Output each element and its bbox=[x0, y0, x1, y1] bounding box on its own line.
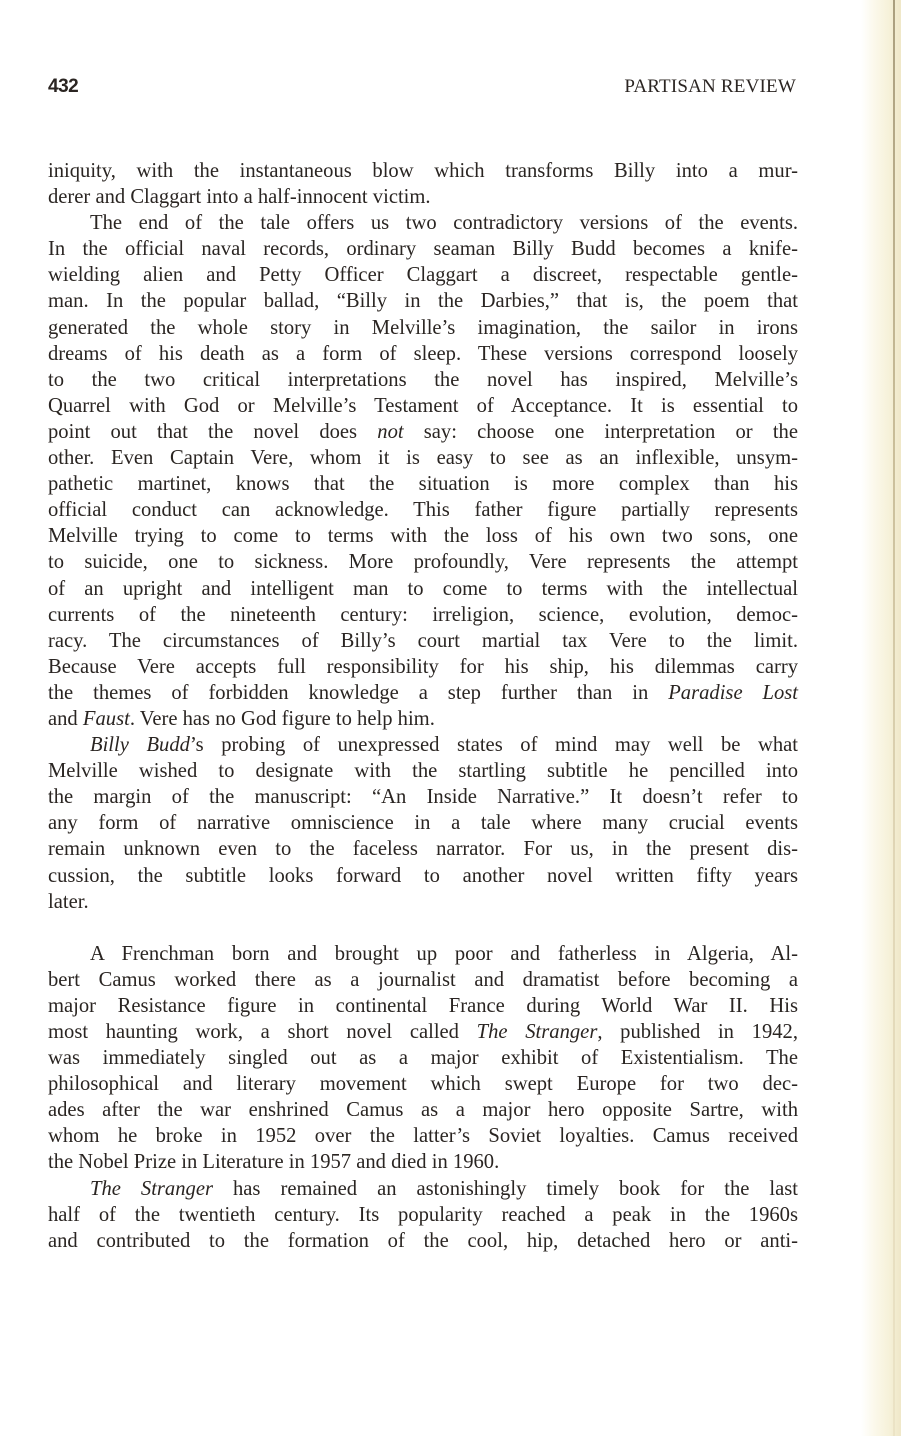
text-line: pathetic martinet, knows that the situation is more complex than his bbox=[48, 473, 798, 496]
text-line: Billy Budd’s probing of unexpressed states of mind may well be what bbox=[90, 734, 798, 757]
text-line: generated the whole story in Melville’s imagination, the sailor in irons bbox=[48, 316, 798, 339]
journal-title: PARTISAN REVIEW bbox=[624, 76, 796, 97]
text-line: The Stranger has remained an astonishingly timely book for the last bbox=[90, 1177, 798, 1200]
page-gutter-line bbox=[893, 0, 895, 1436]
page-number: 432 bbox=[48, 76, 79, 97]
paragraph bbox=[48, 1176, 798, 1254]
text-line: and contributed to the formation of the cool, hip, detached hero or anti- bbox=[48, 1229, 798, 1252]
text-line: to the two critical interpretations the novel has inspired, Melville’s bbox=[48, 368, 798, 391]
text-line: whom he broke in 1952 over the latter’s Soviet loyalties. Camus received bbox=[48, 1125, 798, 1148]
paragraph bbox=[48, 941, 798, 1176]
text-line: Because Vere accepts full responsibility for his ship, his dilemmas carry bbox=[48, 655, 798, 678]
text-line: man. In the popular ballad, “Billy in the Darbies,” that is, the poem that bbox=[48, 290, 798, 313]
text-line: of an upright and intelligent man to come to terms with the intellectual bbox=[48, 577, 798, 600]
text-line: point out that the novel does not say: choose one interpretation or the bbox=[48, 420, 798, 443]
text-line: was immediately singled out as a major exhibit of Existentialism. The bbox=[48, 1047, 798, 1070]
text-line: The end of the tale offers us two contradictory versions of the events. bbox=[90, 212, 798, 235]
text-line: derer and Claggart into a half-innocent victim. bbox=[48, 186, 431, 209]
text-line: wielding alien and Petty Officer Claggart a discreet, respectable gentle- bbox=[48, 264, 798, 287]
text-line: racy. The circumstances of Billy’s court martial tax Vere to the limit. bbox=[48, 629, 798, 652]
text-line: and Faust. Vere has no God figure to help him. bbox=[48, 707, 435, 730]
text-line: official conduct can acknowledge. This father figure partially represents bbox=[48, 499, 798, 522]
text-line: later. bbox=[48, 890, 89, 913]
italic-title: The Stranger bbox=[476, 1021, 598, 1043]
text-line: A Frenchman born and brought up poor and fatherless in Algeria, Al- bbox=[90, 942, 798, 965]
text-line: iniquity, with the instantaneous blow which transforms Billy into a mur- bbox=[48, 160, 798, 182]
running-head bbox=[48, 76, 796, 100]
text-line: any form of narrative omniscience in a tale where many crucial events bbox=[48, 812, 798, 835]
italic-title: The Stranger bbox=[90, 1177, 213, 1200]
text-line: philosophical and literary movement which swept Europe for two dec- bbox=[48, 1073, 798, 1096]
text-line: half of the twentieth century. Its popularity reached a peak in the 1960s bbox=[48, 1203, 798, 1226]
italic-title: not bbox=[377, 420, 404, 443]
text-line: dreams of his death as a form of sleep. These versions correspond loosely bbox=[48, 342, 798, 365]
italic-title: Paradise Lost bbox=[668, 681, 798, 704]
text-line: cussion, the subtitle looks forward to another novel written fifty years bbox=[48, 864, 798, 887]
page-edge-shading bbox=[861, 0, 901, 1436]
italic-title: Billy Budd bbox=[90, 734, 190, 757]
text-line: major Resistance figure in continental France during World War II. His bbox=[48, 994, 798, 1017]
text-line: the themes of forbidden knowledge a step further than in Paradise Lost bbox=[48, 681, 798, 704]
text-line: remain unknown even to the faceless narrator. For us, in the present dis- bbox=[48, 838, 798, 861]
section-break bbox=[48, 915, 798, 941]
text-line: Quarrel with God or Melville’s Testament of Acceptance. It is essential to bbox=[48, 394, 798, 417]
text-line: bert Camus worked there as a journalist and dramatist before becoming a bbox=[48, 968, 798, 991]
text-line: the Nobel Prize in Literature in 1957 and died in 1960. bbox=[48, 1151, 500, 1174]
text-line: other. Even Captain Vere, whom it is easy to see as an inflexible, unsym- bbox=[48, 447, 798, 470]
text-line: to suicide, one to sickness. More profoundly, Vere represents the attempt bbox=[48, 551, 798, 574]
text-line: ades after the war enshrined Camus as a major hero opposite Sartre, with bbox=[48, 1099, 798, 1122]
italic-title: Faust bbox=[82, 707, 130, 730]
body-text bbox=[48, 158, 798, 1254]
paragraph bbox=[48, 210, 798, 732]
text-line: the margin of the manuscript: “An Inside Narrative.” It doesn’t refer to bbox=[48, 786, 798, 809]
paragraph bbox=[48, 158, 798, 210]
text-line: In the official naval records, ordinary seaman Billy Budd becomes a knife- bbox=[48, 238, 798, 261]
text-line: Melville trying to come to terms with the loss of his own two sons, one bbox=[48, 525, 798, 548]
text-line: most haunting work, a short novel called The Stranger, published in 1942, bbox=[48, 1021, 799, 1043]
text-line: Melville wished to designate with the startling subtitle he pencilled into bbox=[48, 760, 798, 783]
text-line: currents of the nineteenth century: irreligion, science, evolution, democ- bbox=[48, 603, 798, 626]
paragraph bbox=[48, 732, 798, 915]
